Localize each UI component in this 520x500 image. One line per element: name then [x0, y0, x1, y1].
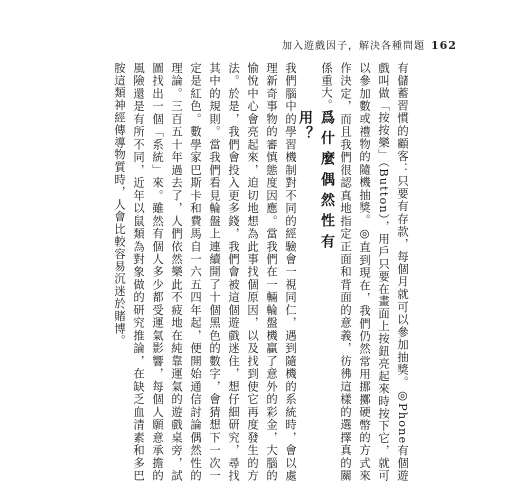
section-heading: 爲什麼偶然性有用？	[297, 110, 335, 250]
page-number: 162	[431, 39, 457, 52]
running-header-title: 加入遊戲因子，解決各種問題	[282, 41, 425, 52]
page-body	[113, 62, 412, 482]
body-text-block-main: 我們腦中的學習機制對不同的經驗會一視同仁，遇到隨機的系統時，會以處理新奇事物的審慎態度因應。當我們在一輛輪盤機贏了意外的彩金，大腦的愉悅中心會亮起來，迫切地想為此事找個原因，以及找到使它再度發生的方法。於是，我們會投入更多錢，我們會被這個遊戲迷住，想仔細研究，尋找其中的規則。當我們看見輪盤上連續開了十個黑色的數字，會猜想下一次一定是紅色。數學家巴斯卡和費馬自一六五四年起，便開始通信討論偶然性的理論。三百五十年過去了，人們依然樂此不疲地在純靠運氣的遊戲桌旁，試圖找出一個「系統」來。雖然有個人多少都受運氣影響，每個人願意承擔的風險還是有所不同，近年以鼠類為對象做的研究推論，在缺乏血清素和多巴胺這類神經傳導物質時，人會比較容易沉迷於賭博。	[113, 62, 297, 482]
body-text-block-top: 有儲蓄習慣的顧客：只要有存款，每個月就可以參加抽獎。◎Phone有個遊戲叫做「按按樂」（Button），用戶只要在畫面上按鈕亮起來時按下它，就可以參加數或禮物的隨機抽獎。◎直到現在，我們仍然常用挪擲硬幣的方式來作決定，而且我們很認真地指定正面和背面的意義，彷彿這樣的選擇真的關係重大。	[320, 62, 409, 482]
running-header	[282, 38, 457, 54]
